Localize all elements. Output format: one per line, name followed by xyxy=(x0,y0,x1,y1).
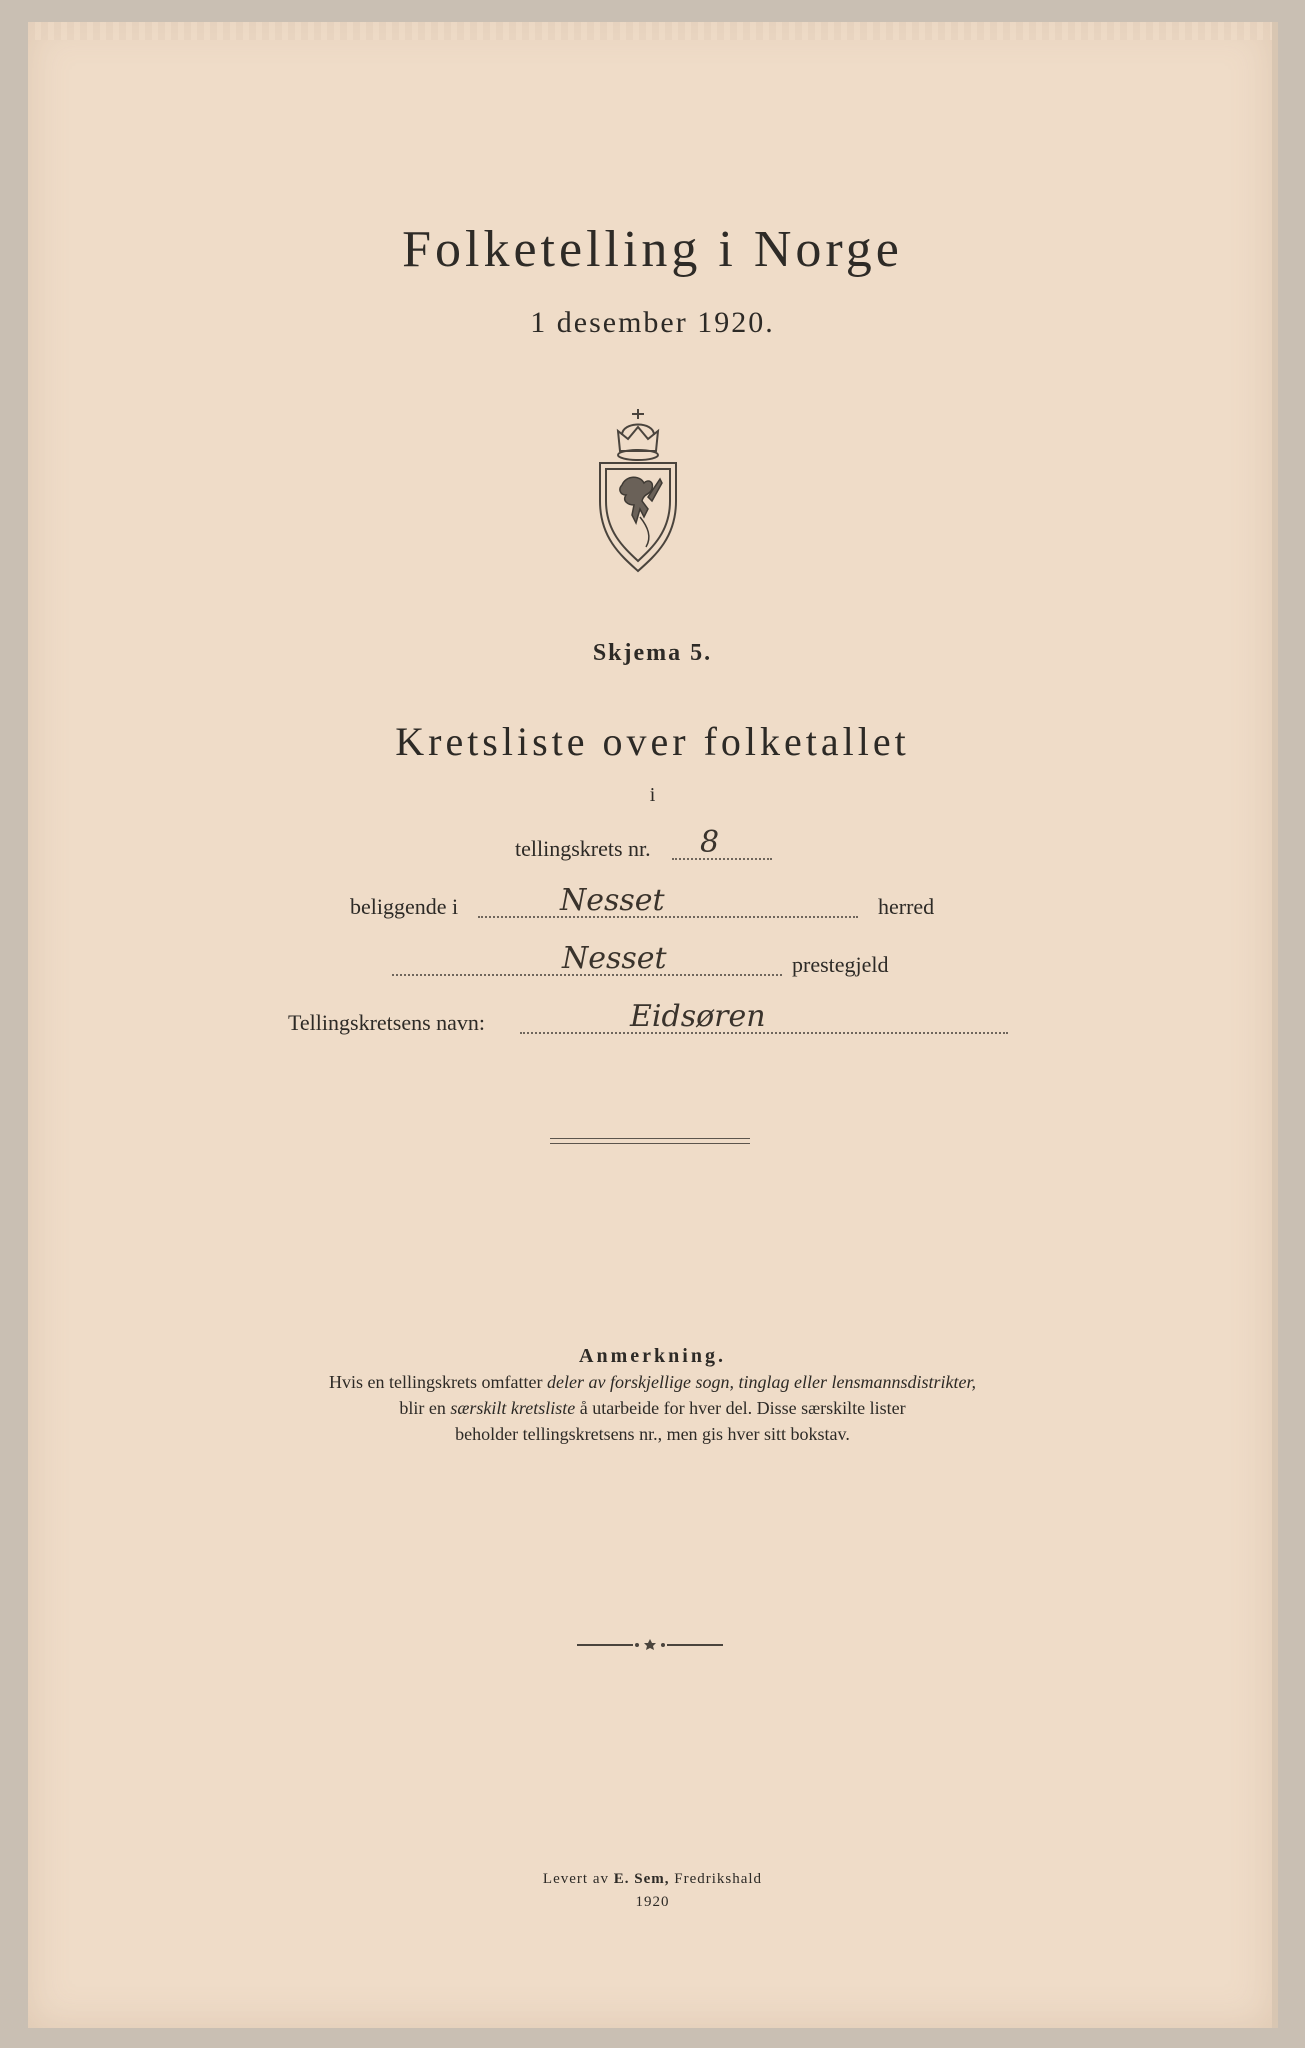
remark-line-2-rest: å utarbeide for hver del. Disse særskilte lister xyxy=(575,1398,906,1418)
remark-line-2 xyxy=(0,1396,1305,1420)
remark-line-1-text: Hvis en tellingskrets omfatter xyxy=(329,1372,547,1392)
census-date: 1 desember 1920. xyxy=(530,306,775,339)
double-rule-divider xyxy=(550,1138,750,1144)
publisher-line xyxy=(0,1871,1305,1888)
schema-label: Skjema 5. xyxy=(592,640,713,666)
publisher-name: E. Sem, xyxy=(613,1871,670,1887)
tellingskrets-row xyxy=(0,825,1305,868)
kretsnavn-value: Eidsøren xyxy=(630,999,766,1034)
herred-label: herred xyxy=(878,894,935,919)
tellingskrets-label: tellingskrets nr. xyxy=(515,836,651,861)
remark-line-3: beholder tellingskretsens nr., men gis hver sitt bokstav. xyxy=(455,1424,850,1444)
beliggende-row xyxy=(0,883,1305,926)
ornament-divider-icon xyxy=(575,1638,725,1652)
torn-top-edge xyxy=(28,22,1272,40)
herred-name: Nesset xyxy=(560,883,665,918)
beliggende-label: beliggende i xyxy=(350,894,459,919)
remark-line-2-emphasis: særskilt kretsliste xyxy=(450,1398,576,1418)
tellingskrets-dotted-line xyxy=(672,858,772,860)
publisher-prefix: Levert av xyxy=(542,1871,614,1887)
tellingskrets-number: 8 xyxy=(700,825,720,860)
remark-line-2-text: blir en xyxy=(399,1398,451,1418)
remark-heading: Anmerkning. xyxy=(579,1345,726,1367)
document-title: Folketelling i Norge xyxy=(402,221,903,278)
kretsnavn-label: Tellingskretsens navn: xyxy=(288,1010,486,1035)
publication-year: 1920 xyxy=(635,1894,670,1910)
remark-line-1-emphasis: deler av forskjellige sogn, tinglag eller lensmannsdistrikter, xyxy=(547,1372,976,1392)
connector-word: i xyxy=(649,784,656,806)
publisher-city: Fredrikshald xyxy=(669,1871,763,1887)
remark-line-1 xyxy=(0,1370,1305,1394)
norwegian-coat-of-arms-icon xyxy=(592,405,684,575)
kretsnavn-row xyxy=(0,999,1305,1042)
prestegjeld-row xyxy=(0,941,1305,984)
prestegjeld-name: Nesset xyxy=(562,941,667,976)
list-title: Kretsliste over folketallet xyxy=(395,719,910,764)
beliggende-dotted-line xyxy=(478,916,858,918)
prestegjeld-label: prestegjeld xyxy=(792,952,889,977)
